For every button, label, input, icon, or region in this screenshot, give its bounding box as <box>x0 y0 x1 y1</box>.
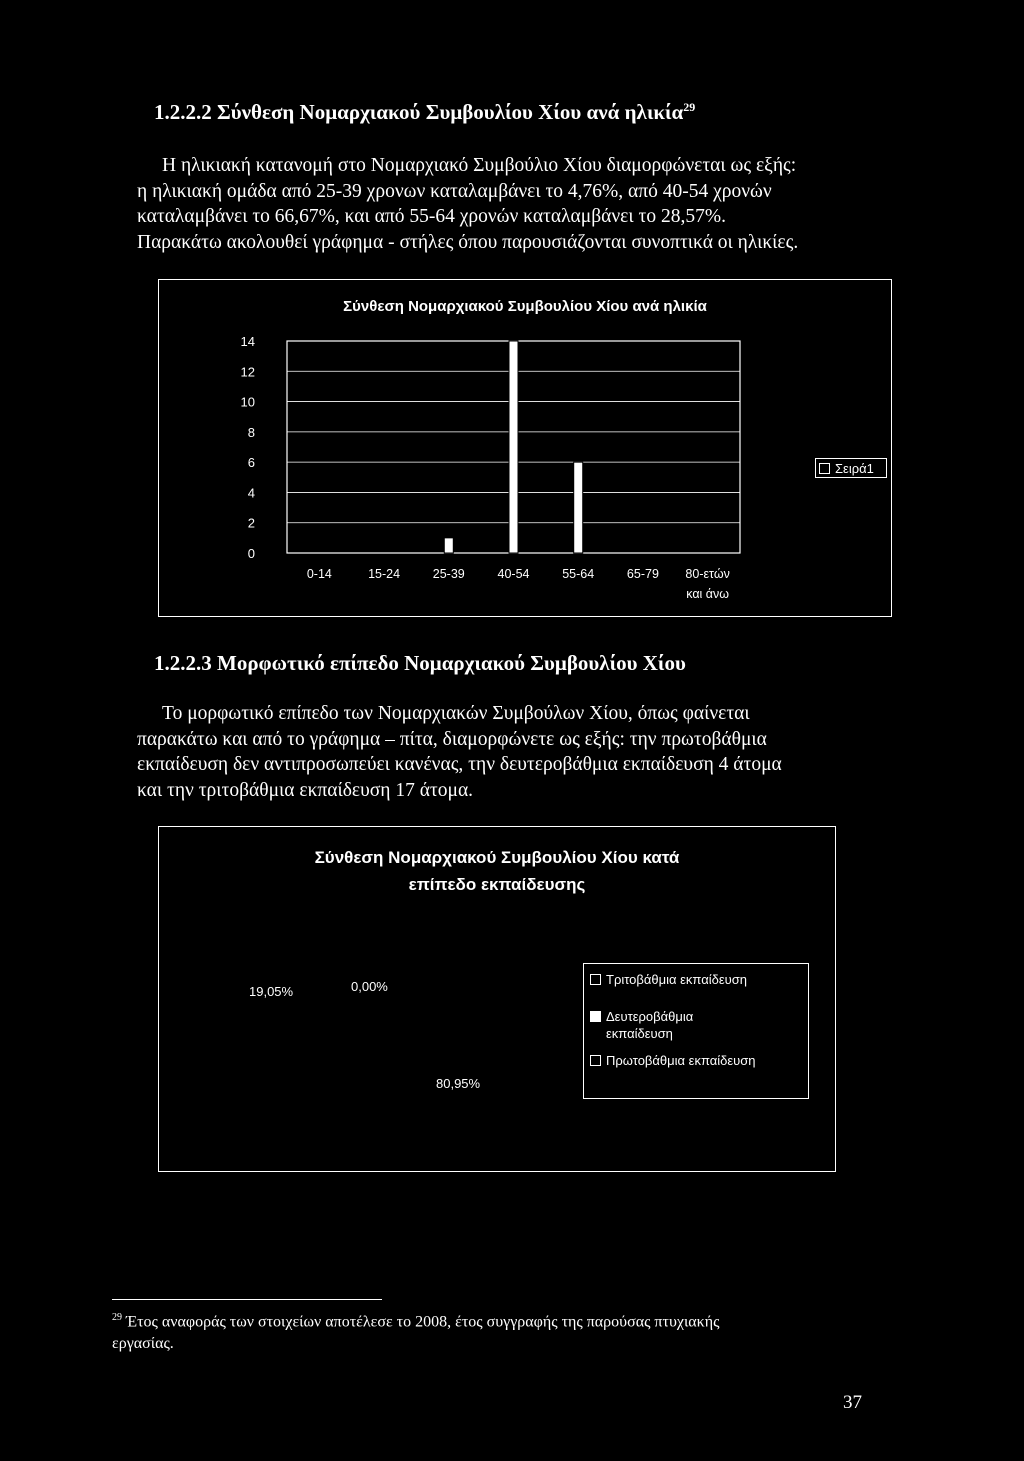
legend-label: Σειρά1 <box>835 460 874 476</box>
x-tick-label-cont: και άνω <box>686 587 730 601</box>
paragraph-line: Η ηλικιακή κατανομή στο Νομαρχιακό Συμβούλιο Χίου διαμορφώνεται ως εξής: <box>162 155 797 176</box>
footnote-line: $^{29}$ Έτος αναφοράς των στοιχείων αποτέλεσε το 2008, έτος συγγραφής της παρούσας πτυχιακής <box>112 1312 720 1331</box>
y-tick-label: 14 <box>240 334 255 349</box>
pie-chart-title: Σύνθεση Νομαρχιακού Συμβουλίου Χίου κατά επίπεδο εκπαίδευσης <box>314 848 680 894</box>
y-tick-label: 0 <box>247 546 255 561</box>
bar-chart-title: Σύνθεση Νομαρχιακού Συμβουλίου Χίου ανά ηλικία <box>343 298 707 315</box>
paragraph-age <box>137 153 872 255</box>
age-bar-chart <box>158 279 892 617</box>
paragraph-line: η ηλικιακή ομάδα από 25-39 χρονων καταλαμβάνει το 4,76%, από 40-54 χρονών <box>137 180 772 202</box>
legend-swatch <box>819 463 830 474</box>
x-tick-label: 80-ετών <box>685 567 730 581</box>
y-tick-label: 2 <box>247 515 255 531</box>
pie-label-primary: 0,00% <box>351 979 388 994</box>
y-tick-label: 8 <box>247 424 255 440</box>
paragraph-line: παρακάτω και από το γράφημα – πίτα, διαμορφώνετε ως εξής: την πρωτοβάθμια <box>137 728 767 750</box>
footnote <box>112 1307 872 1355</box>
footnote-line: εργασίας. <box>112 1335 174 1353</box>
paragraph-line: Παρακάτω ακολουθεί γράφημα - στήλες όπου παρουσιάζονται συνοπτικά οι ηλικίες. <box>137 231 799 253</box>
pie-chart-legend <box>583 963 809 1099</box>
x-tick-label: 40-54 <box>497 567 530 581</box>
legend-swatch <box>590 1011 601 1022</box>
bar <box>444 538 453 553</box>
x-tick-label: 25-39 <box>432 567 465 581</box>
y-tick-label: 4 <box>247 485 255 501</box>
y-tick-label: 6 <box>247 455 255 471</box>
legend-label: Πρωτοβάθμια εκπαίδευση <box>606 1053 756 1068</box>
pie-label-secondary: 80,95% <box>436 1076 481 1091</box>
section-heading-age: 1.2.2.2 Σύνθεση Νομαρχιακού Συμβουλίου Χίου ανά ηλικία$^{29}$ <box>154 100 696 124</box>
paragraph-line: και την τριτοβάθμια εκπαίδευση 17 άτομα. <box>137 779 474 801</box>
page-number: 37 <box>843 1392 862 1413</box>
x-tick-label: 65-79 <box>626 567 659 581</box>
x-tick-label: 55-64 <box>562 567 595 581</box>
y-tick-label: 12 <box>240 364 255 380</box>
y-tick-label: 10 <box>240 394 255 410</box>
legend-swatch <box>590 974 601 985</box>
bar <box>509 341 518 553</box>
footnote-divider <box>112 1299 382 1300</box>
legend-item-tertiary <box>590 971 802 988</box>
bar-chart-plot <box>159 280 891 616</box>
paragraph-line: Το μορφωτικό επίπεδο των Νομαρχιακών Συμβούλων Χίου, όπως φαίνεται <box>162 703 750 724</box>
legend-label: Δευτεροβάθμια εκπαίδευση <box>606 1009 694 1041</box>
legend-label: Τριτοβάθμια εκπαίδευση <box>606 972 748 987</box>
bar <box>574 462 583 553</box>
pie-label-tertiary: 19,05% <box>249 984 294 999</box>
education-pie-chart <box>158 826 836 1172</box>
paragraph-education <box>137 701 872 803</box>
section-heading-education: 1.2.2.3 Μορφωτικό επίπεδο Νομαρχιακού Συμβουλίου Χίου <box>154 651 686 675</box>
paragraph-line: εκπαίδευση δεν αντιπροσωπεύει κανένας, την δευτεροβάθμια εκπαίδευση 4 άτομα <box>137 754 782 775</box>
legend-swatch <box>590 1055 601 1066</box>
legend-item-primary <box>590 1052 802 1069</box>
paragraph-line: καταλαμβάνει το 66,67%, και από 55-64 χρονών καταλαμβάνει το 28,57%. <box>137 206 726 227</box>
bar-chart-legend <box>815 458 887 478</box>
x-tick-label: 15-24 <box>368 567 401 581</box>
footnote-ref[interactable]: 29 <box>683 100 696 114</box>
x-tick-label: 0-14 <box>306 567 332 581</box>
legend-item-secondary <box>590 1008 802 1042</box>
